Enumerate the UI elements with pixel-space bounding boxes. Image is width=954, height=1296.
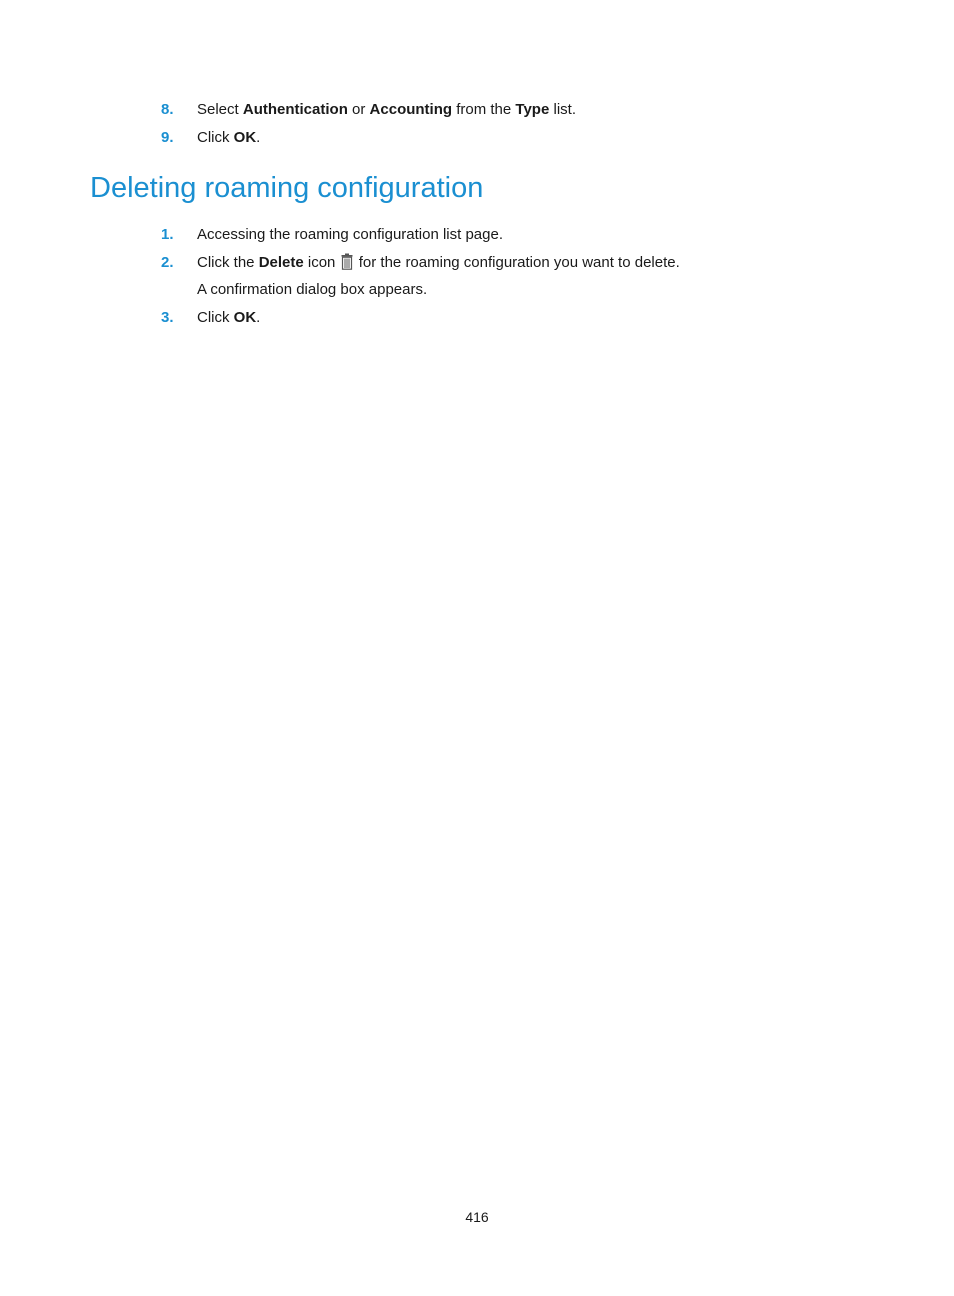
type-list-label: Type (515, 101, 550, 118)
step-number: 9. (161, 129, 174, 146)
step-number: 8. (161, 101, 174, 118)
trash-icon (341, 253, 353, 276)
accounting-option: Accounting (369, 101, 453, 118)
step-number: 3. (161, 309, 174, 326)
delete-label: Delete (258, 254, 304, 271)
step-number: 1. (161, 226, 174, 243)
ok-button-label: OK (233, 129, 257, 146)
step-text: Accessing the roaming configuration list page. (197, 226, 504, 243)
page-number: 416 (465, 1209, 489, 1225)
authentication-option: Authentication (242, 101, 348, 118)
section-title: Deleting roaming configuration (90, 172, 484, 204)
ok-button-label: OK (233, 309, 257, 326)
step-note: A confirmation dialog box appears. (197, 281, 428, 298)
step-text: Select Authentication or Accounting from the Type list. (197, 101, 576, 118)
step-text: Click OK. (197, 129, 261, 146)
step-text: Click the Delete icon for the roaming configuration you want to delete. (197, 253, 680, 276)
step-number: 2. (161, 254, 174, 271)
step-text: Click OK. (197, 309, 261, 326)
